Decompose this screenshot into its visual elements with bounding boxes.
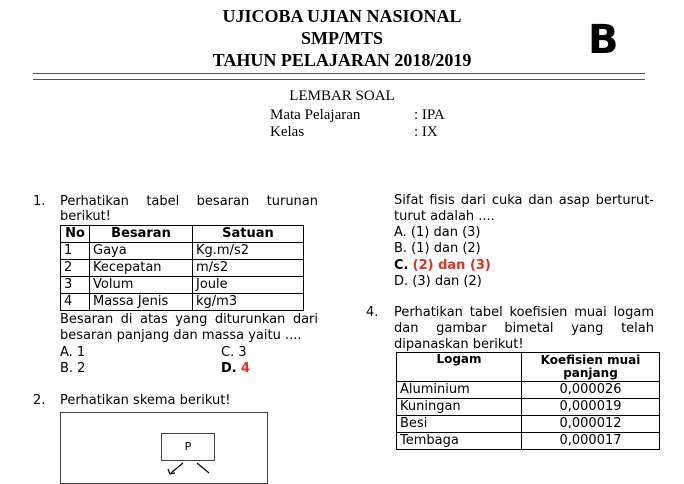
table-row: [397, 433, 660, 450]
table-cell: Kg.m/s2: [193, 243, 304, 260]
table-cell: Gaya: [90, 243, 193, 260]
exam-variant-badge: B: [588, 17, 619, 63]
option-c-letter: C.: [394, 258, 409, 273]
table-row: [397, 382, 660, 399]
table-header-koefisien: Koefisien muai panjang: [522, 353, 660, 382]
subject-label: Mata Pelajaran: [270, 107, 361, 123]
question-1-number: 1.: [33, 194, 46, 209]
exam-title: UJICOBA UJIAN NASIONAL: [222, 6, 462, 26]
question-1-option-d[interactable]: [221, 361, 250, 377]
expansion-coefficient-table: [396, 352, 660, 450]
correct-answer-marker: (2) dan (3): [412, 258, 491, 273]
table-cell: 0,000026: [522, 382, 660, 399]
table-row: [61, 260, 304, 277]
table-cell: 0,000012: [522, 416, 660, 433]
class-label: Kelas: [270, 124, 305, 140]
table-cell: Besi: [397, 416, 522, 433]
table-cell: 3: [61, 277, 90, 294]
question-4-text-end: dipanaskan berikut!: [394, 337, 524, 352]
question-1-option-c[interactable]: C. 3: [221, 345, 247, 360]
table-header-row: [397, 353, 660, 382]
question-4-number: 4.: [366, 305, 379, 320]
question-1-text-cont: berikut!: [60, 209, 111, 224]
option-d-letter: D.: [221, 361, 237, 376]
question-1-text: Perhatikan tabel besaran turunan: [60, 194, 318, 209]
question-3-text: Sifat fisis dari cuka dan asap berturut-: [394, 193, 654, 208]
subject-value: : IPA: [414, 107, 445, 123]
table-cell: 1: [61, 243, 90, 260]
question-3-option-a[interactable]: A. (1) dan (3): [394, 225, 481, 240]
question-3-option-d[interactable]: D. (3) dan (2): [394, 274, 482, 289]
table-cell: m/s2: [193, 260, 304, 277]
table-cell: 0,000019: [522, 399, 660, 416]
table-cell: Volum: [90, 277, 193, 294]
table-cell: Aluminium: [397, 382, 522, 399]
table-row: [61, 243, 304, 260]
question-3-option-b[interactable]: B. (1) dan (2): [394, 241, 481, 256]
question-1-prompt: Besaran di atas yang diturunkan dari: [60, 312, 318, 327]
question-3-option-c[interactable]: [394, 258, 491, 274]
question-4-text: Perhatikan tabel koefisien muai logam: [394, 305, 654, 320]
table-header-besaran: Besaran: [90, 226, 193, 243]
sheet-title: LEMBAR SOAL: [289, 88, 395, 104]
table-cell: 4: [61, 294, 90, 311]
schema-arrows: [151, 461, 231, 475]
correct-answer-marker: 4: [240, 361, 250, 376]
question-1-prompt-cont: besaran panjang dan massa yaitu ....: [60, 328, 302, 343]
question-1-option-a[interactable]: A. 1: [60, 345, 86, 360]
table-row: [397, 399, 660, 416]
table-row: [61, 277, 304, 294]
table-cell: Kuningan: [397, 399, 522, 416]
class-value: : IX: [414, 124, 438, 140]
table-cell: kg/m3: [193, 294, 304, 311]
table-cell: Massa Jenis: [90, 294, 193, 311]
academic-year: TAHUN PELAJARAN 2018/2019: [212, 50, 472, 70]
table-cell: Kecepatan: [90, 260, 193, 277]
table-row: [397, 416, 660, 433]
table-row: [61, 294, 304, 311]
question-2-number: 2.: [33, 393, 46, 408]
schema-box-p: P: [161, 433, 215, 461]
question-1-option-b[interactable]: B. 2: [60, 361, 86, 376]
table-header-logam: Logam: [397, 353, 522, 382]
table-cell: Joule: [193, 277, 304, 294]
table-cell: Tembaga: [397, 433, 522, 450]
table-header-no: No: [61, 226, 90, 243]
derived-quantities-table: [60, 225, 304, 311]
question-2-text: Perhatikan skema berikut!: [60, 393, 231, 408]
question-4-text-cont: dan gambar bimetal yang telah: [394, 321, 654, 336]
schema-diagram: [60, 412, 268, 484]
table-header-satuan: Satuan: [193, 226, 304, 243]
table-cell: 0,000017: [522, 433, 660, 450]
question-3-text-cont: turut adalah ....: [394, 209, 495, 224]
header-separator: [33, 73, 645, 80]
table-cell: 2: [61, 260, 90, 277]
school-level: SMP/MTS: [300, 28, 383, 48]
table-header-row: [61, 226, 304, 243]
